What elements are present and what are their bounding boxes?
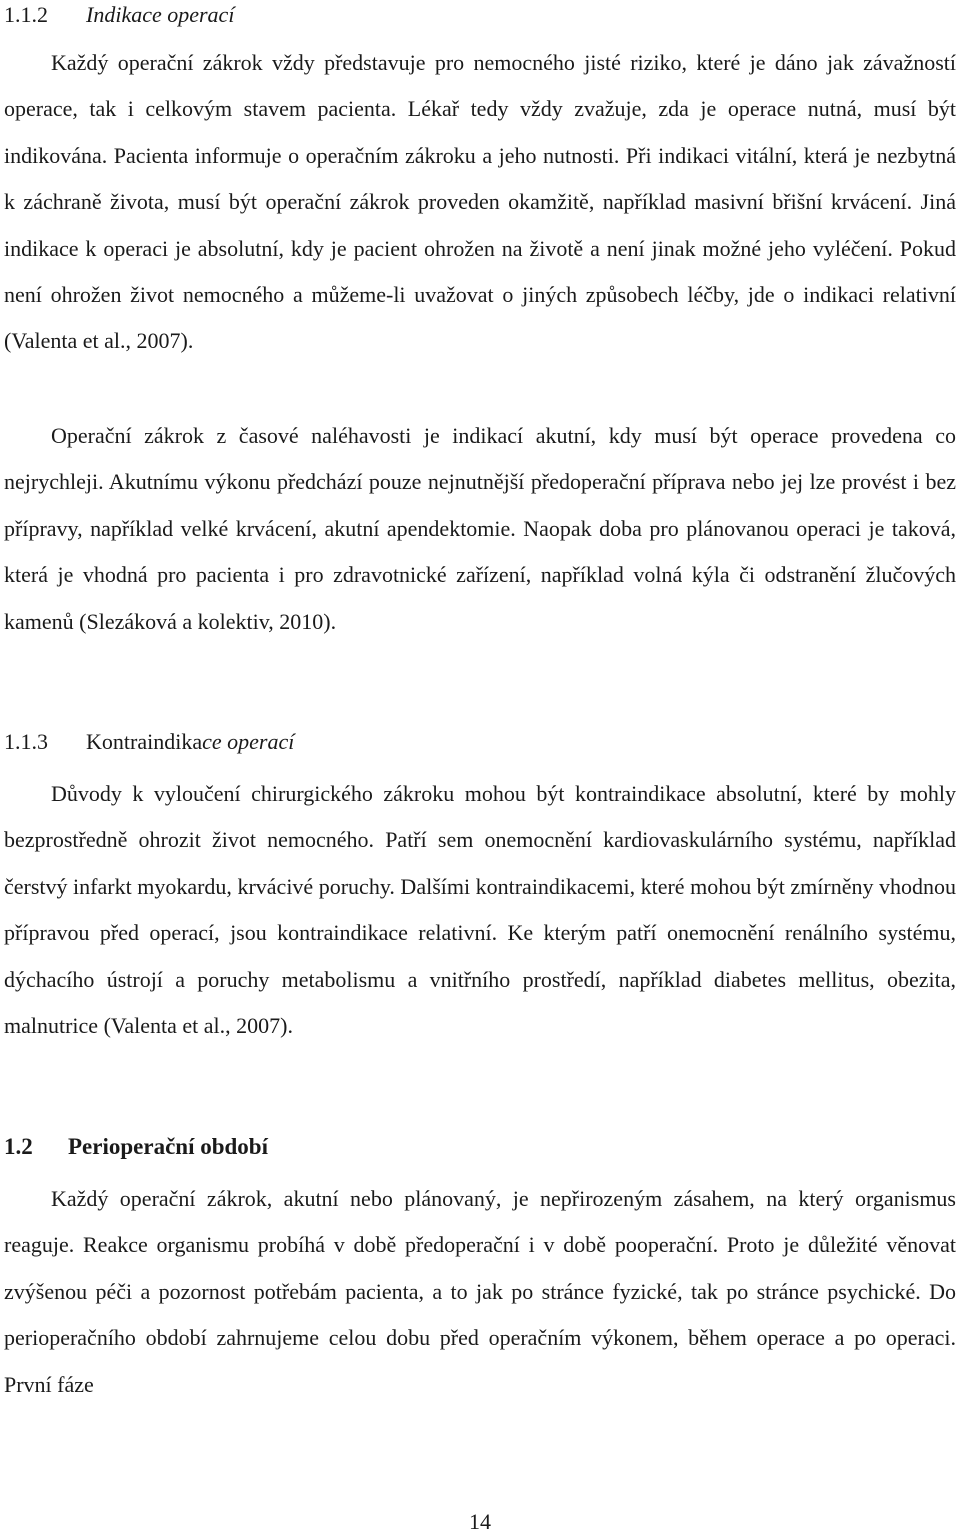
section-number: 1.1.2: [4, 2, 48, 27]
section-title: Indikace operací: [86, 2, 235, 27]
chapter-number: 1.2: [4, 1134, 33, 1159]
section-title-upright: Kontraindika: [86, 729, 203, 754]
chapter-heading-perioperacni: [4, 1132, 268, 1162]
section-heading-kontraindikace: [4, 727, 294, 757]
section-heading-indikace: [4, 0, 234, 30]
section-number: 1.1.3: [4, 729, 48, 754]
section-title: [86, 727, 294, 757]
section-title-italic: ce operací: [202, 729, 295, 754]
paragraph-perioperacni: Každý operační zákrok, akutní nebo plánovaný, je nepřirozeným zásahem, na který organismus reaguje. Reakce organismu probíhá v době předoperační i v době pooperační. Proto je důležité věnovat zvýšenou péči a pozornost potřebám pacienta, a to jak po stránce fyzické, tak po stránce psychické. Do perioperačního období zahrnujeme celou dobu před operačním výkonem, během operace a po operaci. První fáze: [4, 1186, 956, 1397]
paragraph-kontraindikace: Důvody k vyloučení chirurgického zákroku mohou být kontraindikace absolutní, které by mohly bezprostředně ohrozit život nemocného. Patří sem onemocnění kardiovaskulárního systému, například čerstvý infarkt myokardu, krvácivé poruchy. Dalšími kontraindikacemi, které mohou být zmírněny vhodnou přípravou před operací, jsou kontraindikace relativní. Ke kterým patří onemocnění renálního systému, dýchacího ústrojí a poruchy metabolismu a vnitřního prostředí, například diabetes mellitus, obezita, malnutrice (Valenta et al., 2007).: [4, 781, 956, 1039]
paragraph-indikace-1: Každý operační zákrok vždy představuje pro nemocného jisté riziko, které je dáno jak závažností operace, tak i celkovým stavem pacienta. Lékař tedy vždy zvažuje, zda je operace nutná, musí být indikována. Pacienta informuje o operačním zákroku a jeho nutnosti. Při indikaci vitální, která je nezbytná k záchraně života, musí být operační zákrok proveden okamžitě, například masivní břišní krvácení. Jiná indikace k operaci je absolutní, kdy je pacient ohrožen na životě a není jinak možné jeho vyléčení. Pokud není ohrožen život nemocného a můžeme-li uvažovat o jiných způsobech léčby, jde o indikaci relativní (Valenta et al., 2007).: [4, 50, 956, 354]
paragraph-indikace-2: Operační zákrok z časové naléhavosti je indikací akutní, kdy musí být operace provedena co nejrychleji. Akutnímu výkonu předchází pouze nejnutnější předoperační příprava nebo jej lze provést i bez přípravy, například velké krvácení, akutní apendektomie. Naopak doba pro plánovanou operaci je taková, která je vhodná pro pacienta i pro zdravotnické zařízení, například volná kýla či odstranění žlučových kamenů (Slezáková a kolektiv, 2010).: [4, 423, 956, 634]
page-number: 14: [469, 1509, 491, 1534]
chapter-title: Perioperační období: [68, 1134, 268, 1159]
